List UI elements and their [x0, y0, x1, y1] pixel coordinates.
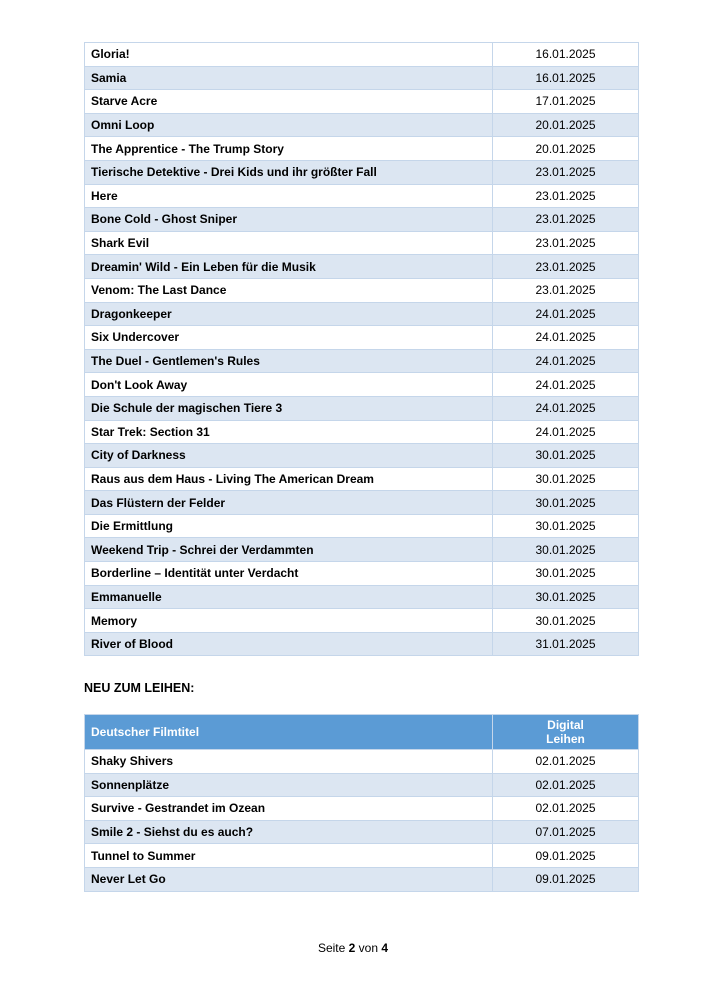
movie-title-cell: Weekend Trip - Schrei der Verdammten [85, 538, 493, 562]
column-header-line: Digital [547, 718, 584, 732]
movie-title-cell: Smile 2 - Siehst du es auch? [85, 820, 493, 844]
table-row [85, 844, 639, 868]
release-date-cell: 02.01.2025 [493, 750, 639, 774]
movie-title-cell: Raus aus dem Haus - Living The American Dream [85, 467, 493, 491]
movie-title-cell: Memory [85, 609, 493, 633]
release-date-cell: 09.01.2025 [493, 867, 639, 891]
release-date-cell: 24.01.2025 [493, 396, 639, 420]
movie-title-cell: Don't Look Away [85, 373, 493, 397]
page-footer [0, 941, 706, 955]
table-row [85, 632, 639, 656]
movie-title-cell: Six Undercover [85, 326, 493, 350]
release-date-cell: 09.01.2025 [493, 844, 639, 868]
table-row [85, 43, 639, 67]
release-date-cell: 17.01.2025 [493, 90, 639, 114]
release-date-cell: 24.01.2025 [493, 373, 639, 397]
release-date-cell: 02.01.2025 [493, 773, 639, 797]
table-row [85, 184, 639, 208]
table-row [85, 562, 639, 586]
release-table-buy [84, 42, 639, 656]
table-row [85, 867, 639, 891]
release-date-cell: 16.01.2025 [493, 43, 639, 67]
table-row [85, 373, 639, 397]
release-date-cell: 24.01.2025 [493, 302, 639, 326]
release-date-cell: 30.01.2025 [493, 562, 639, 586]
page-label: Seite [317, 941, 346, 955]
release-date-cell: 20.01.2025 [493, 113, 639, 137]
table-row [85, 773, 639, 797]
release-date-cell: 31.01.2025 [493, 632, 639, 656]
table-row [85, 396, 639, 420]
table-row [85, 278, 639, 302]
table-row [85, 609, 639, 633]
release-date-cell: 24.01.2025 [493, 326, 639, 350]
movie-title-cell: Omni Loop [85, 113, 493, 137]
table-row [85, 113, 639, 137]
table-row [85, 820, 639, 844]
section-heading-rent: NEU ZUM LEIHEN: [84, 681, 195, 695]
movie-title-cell: Sonnenplätze [85, 773, 493, 797]
table-row [85, 208, 639, 232]
movie-title-cell: Borderline – Identität unter Verdacht [85, 562, 493, 586]
movie-title-cell: Never Let Go [85, 867, 493, 891]
movie-title-cell: Das Flüstern der Felder [85, 491, 493, 515]
movie-title-cell: Starve Acre [85, 90, 493, 114]
table-row [85, 302, 639, 326]
table-header-row [85, 715, 639, 750]
release-date-cell: 30.01.2025 [493, 609, 639, 633]
release-date-cell: 30.01.2025 [493, 444, 639, 468]
movie-title-cell: Gloria! [85, 43, 493, 67]
movie-title-cell: Dragonkeeper [85, 302, 493, 326]
table-row [85, 585, 639, 609]
page-number-current: 2 [348, 941, 356, 955]
movie-title-cell: Star Trek: Section 31 [85, 420, 493, 444]
table-row [85, 137, 639, 161]
table-row [85, 160, 639, 184]
release-table-rent [84, 714, 639, 892]
release-date-cell: 30.01.2025 [493, 538, 639, 562]
release-date-cell: 24.01.2025 [493, 349, 639, 373]
movie-title-cell: Tierische Detektive - Drei Kids und ihr größter Fall [85, 160, 493, 184]
movie-title-cell: Die Ermittlung [85, 514, 493, 538]
table-row [85, 491, 639, 515]
column-header-digital-rent [493, 715, 639, 750]
movie-title-cell: Dreamin' Wild - Ein Leben für die Musik [85, 255, 493, 279]
release-date-cell: 23.01.2025 [493, 184, 639, 208]
table-row [85, 349, 639, 373]
release-date-cell: 07.01.2025 [493, 820, 639, 844]
release-date-cell: 30.01.2025 [493, 514, 639, 538]
table-row [85, 90, 639, 114]
table-row [85, 326, 639, 350]
release-table-body [85, 43, 639, 656]
release-date-cell: 24.01.2025 [493, 420, 639, 444]
movie-title-cell: Venom: The Last Dance [85, 278, 493, 302]
table-row [85, 467, 639, 491]
movie-title-cell: Samia [85, 66, 493, 90]
table-row [85, 514, 639, 538]
release-table-body [85, 750, 639, 892]
movie-title-cell: River of Blood [85, 632, 493, 656]
release-date-cell: 20.01.2025 [493, 137, 639, 161]
table-row [85, 538, 639, 562]
table-row [85, 444, 639, 468]
release-date-cell: 23.01.2025 [493, 231, 639, 255]
release-date-cell: 23.01.2025 [493, 208, 639, 232]
movie-title-cell: Emmanuelle [85, 585, 493, 609]
movie-title-cell: The Apprentice - The Trump Story [85, 137, 493, 161]
movie-title-cell: Die Schule der magischen Tiere 3 [85, 396, 493, 420]
release-date-cell: 23.01.2025 [493, 160, 639, 184]
movie-title-cell: Survive - Gestrandet im Ozean [85, 797, 493, 821]
movie-title-cell: Shark Evil [85, 231, 493, 255]
column-header-line: Leihen [546, 732, 585, 746]
movie-title-cell: Shaky Shivers [85, 750, 493, 774]
column-header-title: Deutscher Filmtitel [85, 715, 493, 750]
release-date-cell: 30.01.2025 [493, 467, 639, 491]
table-row [85, 750, 639, 774]
table-row [85, 231, 639, 255]
release-date-cell: 23.01.2025 [493, 255, 639, 279]
page-number-total: 4 [381, 941, 389, 955]
movie-title-cell: Tunnel to Summer [85, 844, 493, 868]
release-date-cell: 02.01.2025 [493, 797, 639, 821]
page-separator: von [358, 941, 379, 955]
table-row [85, 255, 639, 279]
table-row [85, 797, 639, 821]
release-date-cell: 30.01.2025 [493, 585, 639, 609]
release-date-cell: 30.01.2025 [493, 491, 639, 515]
table-row [85, 420, 639, 444]
release-date-cell: 23.01.2025 [493, 278, 639, 302]
movie-title-cell: Here [85, 184, 493, 208]
movie-title-cell: City of Darkness [85, 444, 493, 468]
release-date-cell: 16.01.2025 [493, 66, 639, 90]
table-row [85, 66, 639, 90]
movie-title-cell: Bone Cold - Ghost Sniper [85, 208, 493, 232]
movie-title-cell: The Duel - Gentlemen's Rules [85, 349, 493, 373]
